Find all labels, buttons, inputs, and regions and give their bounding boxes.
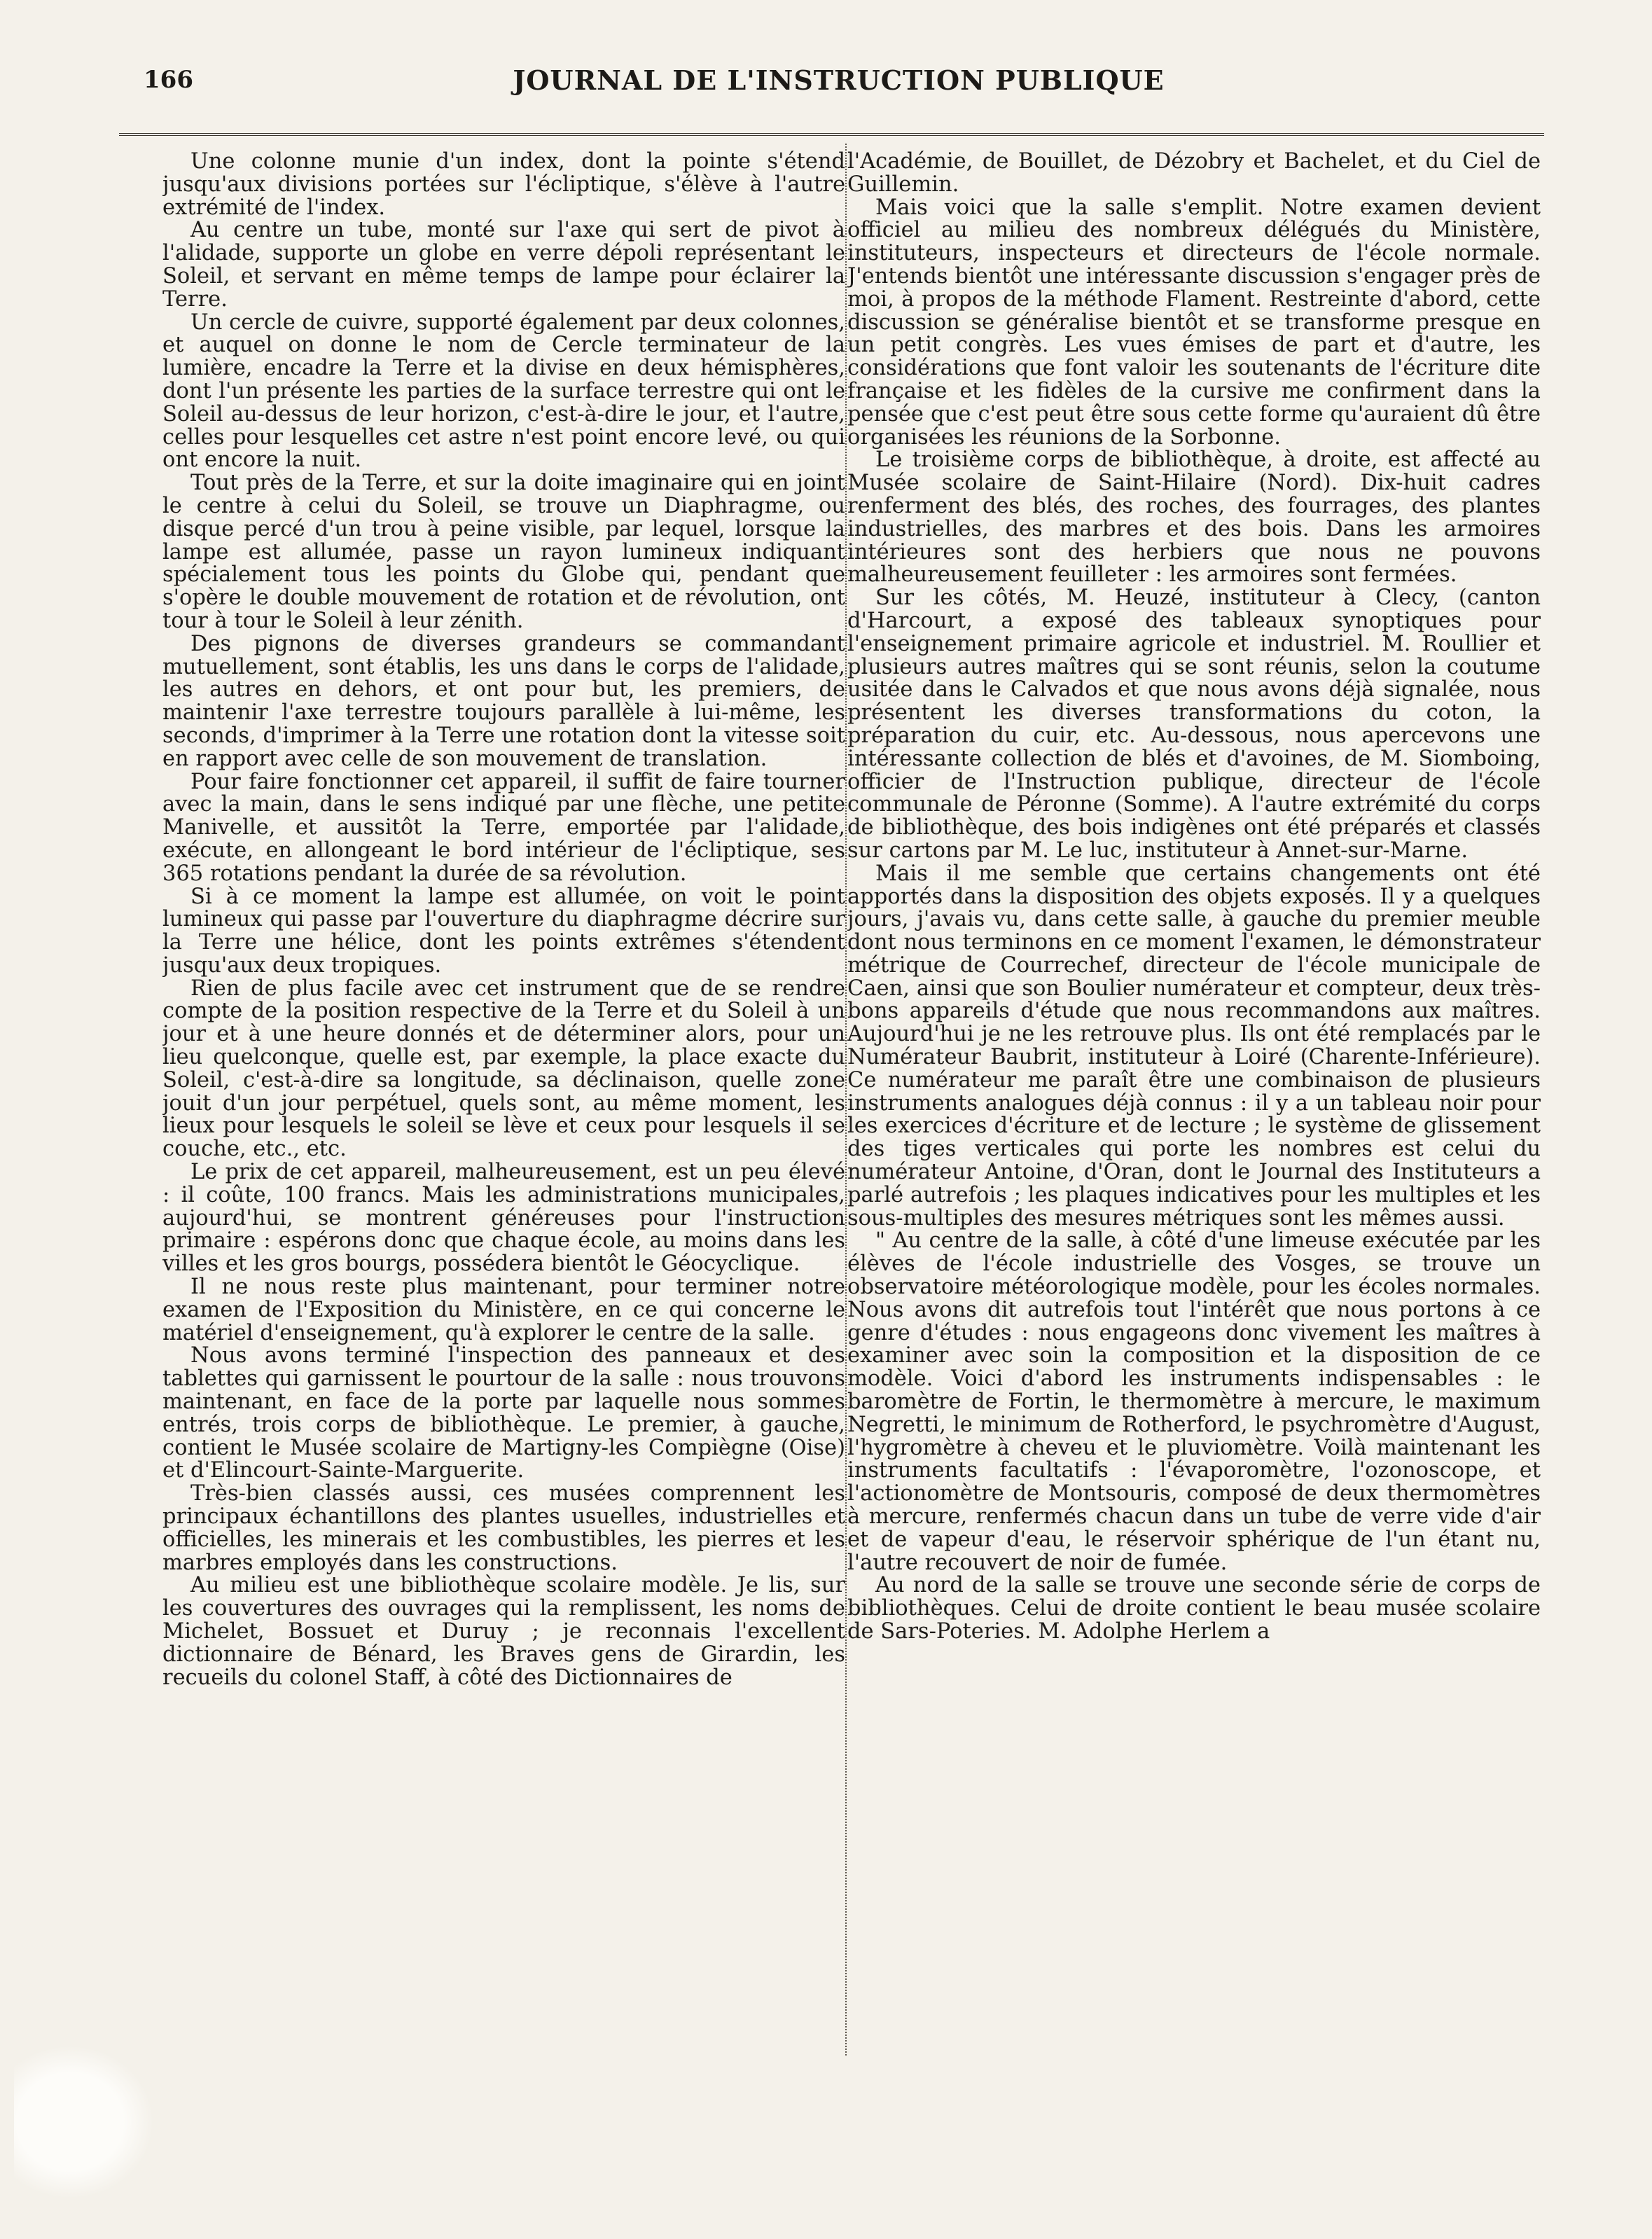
paragraph: Au nord de la salle se trouve une seconde série de corps de bibliothèques. Celui de droite contient le beau musée scolaire de Sars-Poteries. M. Adolphe Herlem a	[847, 1573, 1541, 1644]
page-number: 166	[144, 66, 193, 94]
paragraph: Le troisième corps de bibliothèque, à droite, est affecté au Musée scolaire de Saint-Hilaire (Nord). Dix-huit cadres renferment des blés, des roches, des fourrages, des plantes industrielles, des marbres et des bois. Dans les armoires intérieures sont des herbiers que nous ne pouvons malheureusement feuilleter : les armoires sont fermées.	[847, 448, 1541, 588]
paragraph: Au milieu est une bibliothèque scolaire modèle. Je lis, sur les couvertures des ouvrages qui la remplissent, les noms de Michelet, Bossuet et Duruy ; je reconnais l'excellent dictionnaire de Bénard, les Braves gens de Girardin, les recueils du colonel Staff, à côté des Dictionnaires de	[162, 1573, 845, 1690]
paragraph: Il ne nous reste plus maintenant, pour terminer notre examen de l'Exposition du Ministère, en ce qui concerne le matériel d'enseignement, qu'à explorer le centre de la salle.	[162, 1275, 845, 1345]
paragraph: l'Académie, de Bouillet, de Dézobry et Bachelet, et du Ciel de Guillemin.	[847, 151, 1541, 197]
paragraph: Au centre un tube, monté sur l'axe qui sert de pivot à l'alidade, supporte un globe en verre dépoli représentant le Soleil, et servant en même temps de lampe pour éclairer la Terre.	[162, 218, 845, 312]
page-header	[144, 62, 1534, 104]
paragraph: Le prix de cet appareil, malheureusement, est un peu élevé : il coûte, 100 francs. Mais les administrations municipales, aujourd'hui, se montrent généreuses pour l'instruction primaire : espérons donc que chaque école, au moins dans les villes et les gros bourgs, possédera bientôt le Géocyclique.	[162, 1160, 845, 1277]
column-divider	[845, 144, 847, 2056]
header-rule	[119, 133, 1544, 136]
paragraph: Une colonne munie d'un index, dont la pointe s'étend jusqu'aux divisions portées sur l'écliptique, s'élève à l'autre extrémité de l'index.	[162, 151, 845, 220]
paper-stain	[14, 2045, 154, 2199]
paragraph: Un cercle de cuivre, supporté également par deux colonnes, et auquel on donne le nom de Cercle terminateur de la lumière, encadre la Terre et la divise en deux hémisphères, dont l'un présente les parties de la surface terrestre qui ont le Soleil au-dessus de leur horizon, c'est-à-dire le jour, et l'autre, celles pour lesquelles cet astre n'est point encore levé, ou qui ont encore la nuit.	[162, 310, 845, 473]
paragraph: " Au centre de la salle, à côté d'une limeuse exécutée par les élèves de l'école industrielle des Vosges, se trouve un observatoire météorologique modèle, pour les écoles normales. Nous avons dit autrefois tout l'intérêt que nous portons à ce genre d'études : nous engageons donc vivement les maîtres à examiner avec soin la composition et la disposition de ce modèle. Voici d'abord les instruments indispensables : le baromètre de Fortin, le thermomètre à mercure, le maximum Negretti, le minimum de Rotherford, le psychromètre d'August, l'hygromètre à cheveu et le pluviomètre. Voilà maintenant les instruments facultatifs : l'évaporomètre, l'ozonoscope, et l'actionomètre de Montsouris, composé de deux thermomètres à mercure, renfermés chacun dans un tube de verre vide d'air et de vapeur d'eau, le réservoir sphérique de l'un étant nu, l'autre recouvert de noir de fumée.	[847, 1228, 1541, 1575]
paragraph: Des pignons de diverses grandeurs se commandant mutuellement, sont établis, les uns dans le corps de l'alidade, les autres en dehors, et ont pour but, les premiers, de maintenir l'axe terrestre toujours parallèle à lui-même, les seconds, d'imprimer à la Terre une rotation dont la vitesse soit en rapport avec celle de son mouvement de translation.	[162, 631, 845, 771]
paragraph: Pour faire fonctionner cet appareil, il suffit de faire tourner avec la main, dans le sens indiqué par une flèche, une petite Manivelle, et aussitôt la Terre, emportée par l'alidade, exécute, en allongeant le bord intérieur de l'écliptique, ses 365 rotations pendant la durée de sa révolution.	[162, 769, 845, 886]
paragraph: Mais voici que la salle s'emplit. Notre examen devient officiel au milieu des nombreux délégués du Ministère, instituteurs, inspecteurs et directeurs de l'école normale. J'entends bientôt une intéressante discussion s'engager près de moi, à propos de la méthode Flament. Restreinte d'abord, cette discussion se généralise bientôt et se transforme presque en un petit congrès. Les vues émises de part et d'autre, les considérations que font valoir les soutenants de l'écriture dite française et les fidèles de la cursive me confirment dans la pensée que c'est peut être sous cette forme qu'auraient dû être organisées les réunions de la Sorbonne.	[847, 195, 1541, 450]
right-column	[847, 151, 1541, 2056]
paragraph: Mais il me semble que certains changements ont été apportés dans la disposition des objets exposés. Il y a quelques jours, j'avais vu, dans cette salle, à gauche du premier meuble dont nous terminons en ce moment l'examen, le démonstrateur métrique de Courrechef, directeur de l'école municipale de Caen, ainsi que son Boulier numérateur et compteur, deux très-bons appareils d'étude que nous recommandons aux maîtres. Aujourd'hui je ne les retrouve plus. Ils ont été remplacés par le Numérateur Baubrit, instituteur à Loiré (Charente-Inférieure). Ce numérateur me paraît être une combinaison de plusieurs instruments analogues déjà connus : il y a un tableau noir pour les exercices d'écriture et de lecture ; le système de glissement des tiges verticales qui porte les nombres est celui du numérateur Antoine, d'Oran, dont le Journal des Instituteurs a parlé autrefois ; les plaques indicatives pour les multiples et les sous-multiples des mesures métriques sont les mêmes aussi.	[847, 861, 1541, 1231]
paragraph: Très-bien classés aussi, ces musées comprennent les principaux échantillons des plantes usuelles, industrielles et officielles, les minerais et les combustibles, les pierres et les marbres employés dans les constructions.	[162, 1481, 845, 1575]
running-title: JOURNAL DE L'INSTRUCTION PUBLIQUE	[513, 64, 1165, 96]
paragraph: Sur les côtés, M. Heuzé, instituteur à Clecy, (canton d'Harcourt, a exposé des tableaux synoptiques pour l'enseignement primaire agricole et industriel. M. Roullier et plusieurs autres maîtres qui se sont réunis, selon la coutume usitée dans le Calvados et que nous avons déjà signalée, nous présentent les diverses transformations du coton, la préparation du cuir, etc. Au-dessous, nous apercevons une intéressante collection de blés et d'avoines, de M. Siomboing, officier de l'Instruction publique, directeur de l'école communale de Péronne (Somme). A l'autre extrémité du corps de bibliothèque, des bois indigènes ont été préparés et classés sur cartons par M. Le luc, instituteur à Annet-sur-Marne.	[847, 585, 1541, 863]
paragraph: Rien de plus facile avec cet instrument que de se rendre compte de la position respective de la Terre et du Soleil à un jour et à une heure donnés et de déterminer alors, pour un lieu quelconque, quelle est, par exemple, la place exacte du Soleil, c'est-à-dire sa longitude, sa déclinaison, quelle zone jouit d'un jour perpétuel, quels sont, au même moment, les lieux pour lesquels le soleil se lève et ceux pour lesquels il se couche, etc., etc.	[162, 976, 845, 1162]
paragraph: Si à ce moment la lampe est allumée, on voit le point lumineux qui passe par l'ouverture du diaphragme décrire sur la Terre une hélice, dont les points extrêmes s'étendent jusqu'aux deux tropiques.	[162, 884, 845, 978]
left-column	[162, 151, 845, 2056]
paragraph: Nous avons terminé l'inspection des panneaux et des tablettes qui garnissent le pourtour de la salle : nous trouvons maintenant, en face de la porte par laquelle nous sommes entrés, trois corps de bibliothèque. Le premier, à gauche, contient le Musée scolaire de Martigny-les Compiègne (Oise) et d'Elincourt-Sainte-Marguerite.	[162, 1343, 845, 1483]
paragraph: Tout près de la Terre, et sur la doite imaginaire qui en joint le centre à celui du Soleil, se trouve un Diaphragme, ou disque percé d'un trou à peine visible, par lequel, lorsque la lampe est allumée, passe un rayon lumineux indiquant spécialement tous les points du Globe qui, pendant que s'opère le double mouvement de rotation et de révolution, ont tour à tour le Soleil à leur zénith.	[162, 471, 845, 633]
